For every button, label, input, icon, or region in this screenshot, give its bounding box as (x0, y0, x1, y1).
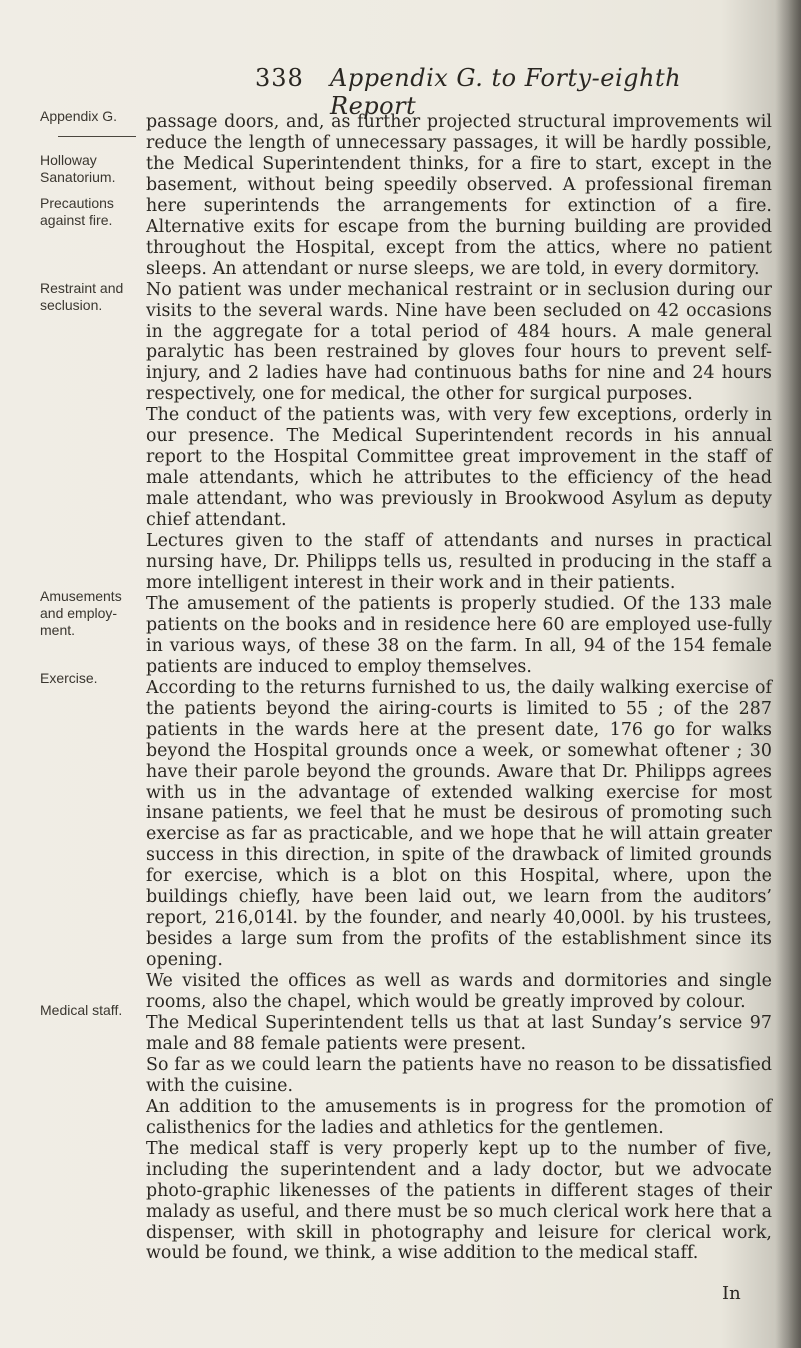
margin-notes (40, 108, 140, 1108)
running-title: Appendix G. to Forty-eighth Report (330, 64, 682, 120)
paragraph-exercise: According to the returns furnished to us, the daily walking exercise of the patients beyond the airing-courts is limited to 55 ; of the 287 patients in the wards here at the present date, 176 go for walks beyond the Hospital grounds once a week, or somewhat oftener ; 30 have their parole beyond the grounds. Aware that Dr. Philipps agrees with us in the advantage of extended walking exercise for most insane patients, we feel that he must be desirous of promoting such exercise as far as practicable, and we hope that he will attain greater success in this direction, in spite of the drawback of limited grounds for exercise, which is a blot on this Hospital, where, upon the buildings chiefly, have been laid out, we learn from the auditors’ report, 216,014l. by the founder, and nearly 40,000l. by his trustees, besides a large sum from the profits of the establishment since its opening. (146, 677, 772, 971)
paragraph-offices: We visited the offices as well as wards and dormitories and single rooms, also the chapel, which would be greatly improved by colour. (146, 971, 772, 1013)
paragraph-service: The Medical Superintendent tells us that at last Sunday’s service 97 male and 88 female patients were present. (146, 1012, 772, 1054)
paragraph-conduct: The conduct of the patients was, with very few exceptions, orderly in our presence. The Medical Superintendent records in his annual report to the Hospital Committee great improvement in the staff of male attendants, which he attributes to the efficiency of the head male attendant, who was previously in Brookwood Asylum as deputy chief attendant. (146, 405, 772, 531)
margin-note-amusements: Amusements and employ-ment. (40, 588, 122, 638)
margin-note-restraint: Restraint and seclusion. (40, 280, 124, 313)
paragraph-restraint: No patient was under mechanical restraint or in seclusion during our visits to the several wards. Nine have been secluded on 42 occasions in the aggregate for a total period of 484 hours. A male general paralytic has been restrained by gloves four hours to prevent self-injury, and 2 ladies have had continuous baths for nine and 24 hours respectively, one for medical, the other for surgical purposes. (146, 279, 772, 405)
margin-note-exercise: Exercise. (40, 670, 98, 686)
page-edge-shadow (775, 0, 801, 1348)
margin-note-precautions: Precautions against fire. (40, 195, 114, 228)
paragraph-amusements: The amusement of the patients is properly studied. Of the 133 male patients on the books and in residence here 60 are employed use-fully in various ways, of these 38 on the farm. In all, 94 of the 154 female patients are induced to employ themselves. (146, 593, 772, 677)
body-text (146, 112, 772, 1264)
margin-divider (58, 136, 136, 137)
page-header (255, 64, 775, 120)
paragraph-medical-staff: The medical staff is very properly kept up to the number of five, including the superintendent and a lady doctor, but we advocate photo-graphic likenesses of the patients in different stages of their malady as useful, and there must be so much clerical work here that a dispenser, with skill in photography and leisure for clerical work, would be found, we think, a wise addition to the medical staff. (146, 1138, 772, 1264)
paragraph-cuisine: So far as we could learn the patients have no reason to be dissatisfied with the cuisine. (146, 1054, 772, 1096)
margin-note-medical-staff: Medical staff. (40, 1002, 123, 1018)
paragraph-calisthenics: An addition to the amusements is in progress for the promotion of calisthenics for the ladies and athletics for the gentlemen. (146, 1096, 772, 1138)
catchword: In (722, 1283, 741, 1304)
paragraph-lectures: Lectures given to the staff of attendants and nurses in practical nursing have, Dr. Philipps tells us, resulted in producing in the staff a more intelligent interest in their work and in their patients. (146, 531, 772, 593)
page-number: 338 (255, 64, 304, 92)
paragraph-fire: passage doors, and, as further projected structural improvements wil reduce the length of unnecessary passages, it will be hardly possible, the Medical Superintendent thinks, for a fire to start, except in the basement, without being speedily observed. A professional fireman here superintends the arrangements for extinction of a fire. Alternative exits for escape from the burning building are provided throughout the Hospital, except from the attics, where no patient sleeps. An attendant or nurse sleeps, we are told, in every dormitory. (146, 112, 772, 279)
margin-note-appendix: Appendix G. (40, 108, 118, 124)
margin-note-institution: Holloway Sanatorium. (40, 152, 116, 185)
